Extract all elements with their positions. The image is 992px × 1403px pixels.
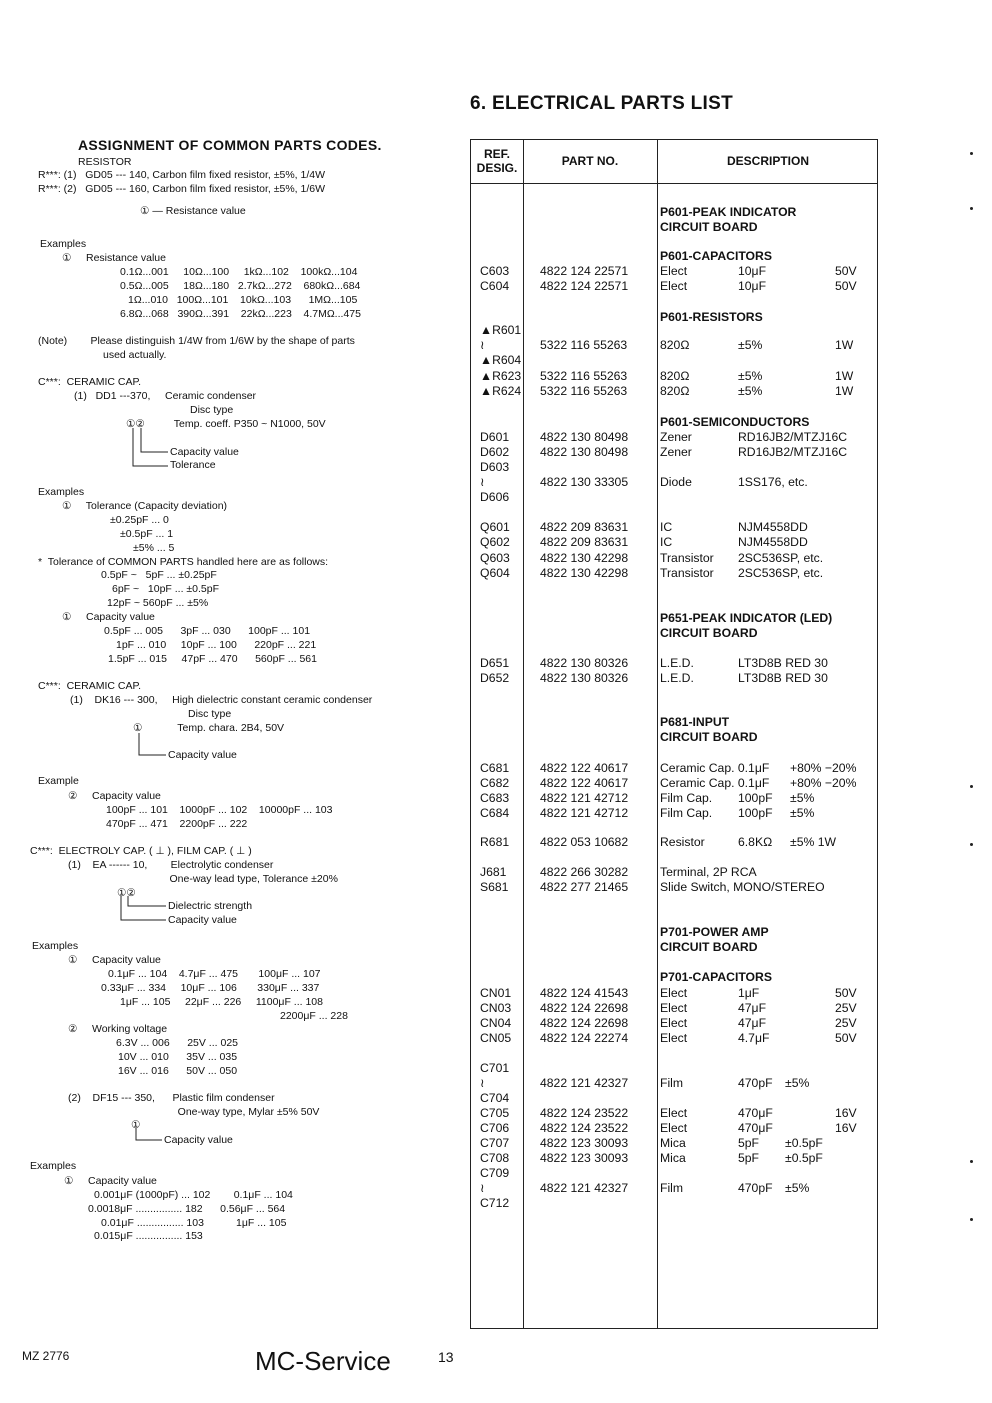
code-line: Disc type <box>188 708 232 720</box>
description-value-cell: 4.7μF <box>738 1031 770 1045</box>
code-line: 1.5pF ... 015 47pF ... 470 560pF ... 561 <box>108 653 317 665</box>
description-value-cell: ±5% <box>738 338 763 352</box>
code-line: (1) DK16 --- 300, High dielectric constant ceramic condenser <box>70 694 373 706</box>
description-rating-cell: 50V <box>835 264 857 278</box>
section-heading: P601-CAPACITORS <box>660 249 772 263</box>
description-value-cell: 470μF <box>738 1106 773 1120</box>
ref-desig-cell: C704 <box>480 1091 510 1105</box>
section-title: 6. ELECTRICAL PARTS LIST <box>470 93 734 114</box>
code-line: ① Tolerance (Capacity deviation) <box>62 500 228 512</box>
code-line: 6.8Ω...068 390Ω...391 22kΩ...223 4.7MΩ...475 <box>120 308 361 320</box>
description-type-cell: 820Ω <box>660 369 690 383</box>
code-line: ±0.25pF ... 0 <box>110 514 169 526</box>
code-line: C***: ELECTROLY CAP. ( ⊥ ), FILM CAP. ( ⊥ ) <box>30 845 252 857</box>
ref-desig-cell: Q601 <box>480 520 510 534</box>
code-line: Disc type <box>190 404 234 416</box>
code-line: Examples <box>40 238 87 250</box>
description-type-cell: Mica <box>660 1151 686 1165</box>
description-type-cell: L.E.D. <box>660 671 694 685</box>
description-value-cell: RD16JB2/MTZJ16C <box>738 445 848 459</box>
section-heading: P601-RESISTORS <box>660 310 763 324</box>
description-value-cell: 5pF <box>738 1151 760 1165</box>
ref-desig-cell: Q602 <box>480 535 510 549</box>
description-type-cell: Terminal, 2P RCA <box>660 865 757 879</box>
code-line: ① Temp. chara. 2B4, 50V <box>133 722 285 734</box>
description-value-cell: 470pF <box>738 1076 773 1090</box>
description-value-cell: 100pF <box>738 806 773 820</box>
description-rating-cell: ±0.5pF <box>785 1136 823 1150</box>
part-number-cell: 4822 123 30093 <box>540 1136 629 1150</box>
code-line: 1Ω...010 100Ω...101 10kΩ...103 1MΩ...105 <box>128 294 358 306</box>
ref-desig-cell: C706 <box>480 1121 510 1135</box>
code-line: C***: CERAMIC CAP. <box>38 680 142 692</box>
description-type-cell: 820Ω <box>660 338 690 352</box>
ref-desig-cell: ▲R601 <box>480 323 522 337</box>
code-line: 100pF ... 101 1000pF ... 102 10000pF ... 103 <box>106 804 333 816</box>
description-value-cell: 10μF <box>738 264 767 278</box>
description-type-cell: Elect <box>660 279 688 293</box>
scan-mark <box>970 207 973 210</box>
code-line: Capacity value <box>170 446 239 458</box>
part-number-cell: 5322 116 55263 <box>540 369 628 383</box>
code-line: ①② <box>117 887 136 899</box>
ref-desig-cell: C712 <box>480 1196 510 1210</box>
description-value-cell: 100pF <box>738 791 773 805</box>
code-line: 0.5pF ~ 5pF ... ±0.25pF <box>101 569 217 581</box>
ref-desig-cell: Q604 <box>480 566 510 580</box>
description-value-cell: 2SC536SP, etc. <box>738 566 824 580</box>
description-type-cell: Ceramic Cap. 0.1μF <box>660 761 770 775</box>
code-line: 6.3V ... 006 25V ... 025 <box>116 1037 238 1049</box>
part-number-cell: 4822 124 22571 <box>540 279 629 293</box>
code-line: used actually. <box>103 349 167 361</box>
ref-desig-cell: D602 <box>480 445 510 459</box>
description-type-cell: Resistor <box>660 835 705 849</box>
part-number-cell: 4822 121 42327 <box>540 1181 629 1195</box>
section-heading: P601-PEAK INDICATOR CIRCUIT BOARD <box>660 205 797 234</box>
code-line: Examples <box>38 486 85 498</box>
scan-mark <box>970 843 973 846</box>
scan-mark <box>970 785 973 788</box>
description-value-cell: 5pF <box>738 1136 760 1150</box>
description-rating-cell: 16V <box>835 1106 857 1120</box>
code-line: One-way lead type, Tolerance ±20% <box>117 873 338 885</box>
description-rating-cell: ±0.5pF <box>785 1151 823 1165</box>
description-type-cell: Transistor <box>660 566 714 580</box>
description-type-cell: Mica <box>660 1136 686 1150</box>
part-number-cell: 4822 130 42298 <box>540 566 629 580</box>
description-rating-cell: ±5% 1W <box>790 835 836 849</box>
code-line: ① Capacity value <box>62 611 155 623</box>
part-number-cell: 4822 123 30093 <box>540 1151 629 1165</box>
description-type-cell: Elect <box>660 1121 688 1135</box>
code-line: Examples <box>30 1160 77 1172</box>
ref-desig-cell: D601 <box>480 430 510 444</box>
code-line: ±0.5pF ... 1 <box>120 528 174 540</box>
description-rating-cell: ±5% <box>790 806 815 820</box>
code-line: Dielectric strength <box>168 900 253 912</box>
ref-desig-cell: CN04 <box>480 1016 512 1030</box>
code-line: ① — Resistance value <box>140 205 246 217</box>
description-value-cell: ±5% <box>738 369 763 383</box>
code-line: 0.1Ω...001 10Ω...100 1kΩ...102 100kΩ...104 <box>120 266 358 278</box>
ref-desig-cell: C683 <box>480 791 510 805</box>
code-line: ① <box>131 1119 141 1131</box>
description-type-cell: Zener <box>660 445 692 459</box>
part-number-cell: 4822 130 42298 <box>540 551 629 565</box>
scan-mark <box>970 1160 973 1163</box>
code-line: Capacity value <box>168 749 237 761</box>
description-rating-cell: 50V <box>835 279 857 293</box>
code-line: ② Capacity value <box>68 790 161 802</box>
code-line: 12pF ~ 560pF ... ±5% <box>107 597 209 609</box>
description-rating-cell: 50V <box>835 986 857 1000</box>
description-type-cell: Elect <box>660 1001 688 1015</box>
description-type-cell: Elect <box>660 1016 688 1030</box>
description-value-cell: 1μF <box>738 986 760 1000</box>
section-heading: P651-PEAK INDICATOR (LED) CIRCUIT BOARD <box>660 611 833 640</box>
code-line: 0.5Ω...005 18Ω...180 2.7kΩ...272 680kΩ...684 <box>120 280 361 292</box>
description-value-cell: LT3D8B RED 30 <box>738 656 828 670</box>
part-number-cell: 4822 209 83631 <box>540 535 629 549</box>
code-line: ±5% ... 5 <box>133 542 175 554</box>
code-line: 0.0018μF ................ 182 0.56μF ... 564 <box>88 1203 286 1215</box>
code-line: Examples <box>32 940 79 952</box>
scan-mark <box>970 152 973 155</box>
description-value-cell: ±5% <box>738 384 763 398</box>
part-number-cell: 4822 122 40617 <box>540 776 629 790</box>
ref-desig-cell: D603 <box>480 460 510 474</box>
ref-desig-cell: C604 <box>480 279 510 293</box>
ref-desig-cell: C684 <box>480 806 510 820</box>
part-number-cell: 4822 124 41543 <box>540 986 629 1000</box>
code-line: Tolerance <box>170 459 216 471</box>
description-type-cell: Film <box>660 1181 684 1195</box>
part-number-cell: 4822 121 42712 <box>540 791 629 805</box>
description-rating-cell: 1W <box>835 338 854 352</box>
part-number-cell: 4822 130 80498 <box>540 445 629 459</box>
code-line: 2200μF ... 228 <box>280 1010 348 1022</box>
part-number-cell: 4822 124 22274 <box>540 1031 629 1045</box>
code-line: 1pF ... 010 10pF ... 100 220pF ... 221 <box>116 639 317 651</box>
description-rating-cell: 25V <box>835 1016 857 1030</box>
description-type-cell: Ceramic Cap. 0.1μF <box>660 776 770 790</box>
description-type-cell: Elect <box>660 986 688 1000</box>
part-number-cell: 4822 209 83631 <box>540 520 629 534</box>
code-line: ① Capacity value <box>64 1175 157 1187</box>
ref-desig-cell: Q603 <box>480 551 510 565</box>
description-type-cell: Elect <box>660 1106 688 1120</box>
ref-desig-cell: D651 <box>480 656 510 670</box>
part-number-cell: 4822 121 42327 <box>540 1076 629 1090</box>
section-heading: P701-POWER AMP CIRCUIT BOARD <box>660 925 769 954</box>
code-line: 0.001μF (1000pF) ... 102 0.1μF ... 104 <box>94 1189 293 1201</box>
part-number-cell: 4822 130 33305 <box>540 475 629 489</box>
section-heading: P701-CAPACITORS <box>660 970 772 984</box>
part-number-cell: 4822 130 80498 <box>540 430 629 444</box>
ref-desig-cell: C682 <box>480 776 510 790</box>
code-line: One-way type, Mylar ±5% 50V <box>131 1106 320 1118</box>
ref-desig-cell: ≀ <box>480 1076 485 1090</box>
code-line: 0.33μF ... 334 10μF ... 106 330μF ... 337 <box>101 982 320 994</box>
code-line: 470pF ... 471 2200pF ... 222 <box>106 818 248 830</box>
part-number-cell: 4822 266 30282 <box>540 865 629 879</box>
ref-desig-cell: C681 <box>480 761 510 775</box>
code-line: 16V ... 016 50V ... 050 <box>118 1065 238 1077</box>
part-number-cell: 5322 116 55263 <box>540 338 628 352</box>
ref-desig-cell: C708 <box>480 1151 510 1165</box>
ref-desig-cell: C603 <box>480 264 510 278</box>
ref-desig-cell: C701 <box>480 1061 510 1075</box>
description-rating-cell: 1W <box>835 384 854 398</box>
part-number-cell: 4822 124 23522 <box>540 1106 629 1120</box>
description-value-cell: 1SS176, etc. <box>738 475 808 489</box>
ref-desig-cell: CN05 <box>480 1031 512 1045</box>
description-type-cell: 820Ω <box>660 384 690 398</box>
description-value-cell: 10μF <box>738 279 767 293</box>
description-type-cell: Slide Switch, MONO/STEREO <box>660 880 825 894</box>
code-line: (Note) Please distinguish 1/4W from 1/6W by the shape of parts <box>38 335 355 347</box>
code-line: R***: (2) GD05 --- 160, Carbon film fixed resistor, ±5%, 1/6W <box>38 183 326 195</box>
description-rating-cell: 1W <box>835 369 854 383</box>
ref-desig-cell: S681 <box>480 880 509 894</box>
part-number-cell: 4822 053 10682 <box>540 835 629 849</box>
description-rating-cell: 25V <box>835 1001 857 1015</box>
ref-desig-cell: ≀ <box>480 1181 485 1195</box>
footer-page-number: 13 <box>438 1349 454 1365</box>
code-line: Capacity value <box>168 914 237 926</box>
description-type-cell: Elect <box>660 1031 688 1045</box>
section-heading: P601-SEMICONDUCTORS <box>660 415 810 429</box>
footer-brand: MC-Service <box>255 1346 391 1376</box>
ref-desig-cell: D652 <box>480 671 510 685</box>
ref-desig-cell: C705 <box>480 1106 510 1120</box>
code-line: ① Capacity value <box>68 954 161 966</box>
code-line: (1) EA ------ 10, Electrolytic condenser <box>68 859 274 871</box>
description-value-cell: +80% −20% <box>790 761 857 775</box>
part-number-cell: 4822 124 22698 <box>540 1016 629 1030</box>
section-heading: P681-INPUT CIRCUIT BOARD <box>660 715 758 744</box>
ref-desig-cell: C709 <box>480 1166 510 1180</box>
ref-desig-cell: ≀ <box>480 475 485 489</box>
description-rating-cell: ±5% <box>785 1181 810 1195</box>
ref-desig-cell: ▲R604 <box>480 353 522 367</box>
part-number-cell: 4822 124 23522 <box>540 1121 629 1135</box>
description-rating-cell: ±5% <box>790 791 815 805</box>
code-line: 0.015μF ................ 153 <box>94 1230 203 1242</box>
header-description: DESCRIPTION <box>726 154 809 168</box>
code-line: Capacity value <box>164 1134 233 1146</box>
description-type-cell: IC <box>660 520 673 534</box>
ref-desig-cell: ≀ <box>480 338 485 352</box>
part-number-cell: 4822 124 22571 <box>540 264 629 278</box>
description-value-cell: 47μF <box>738 1001 767 1015</box>
part-number-cell: 4822 121 42712 <box>540 806 629 820</box>
code-line: C***: CERAMIC CAP. <box>38 376 142 388</box>
code-line: 0.01μF ................ 103 1μF ... 105 <box>101 1217 287 1229</box>
description-type-cell: IC <box>660 535 673 549</box>
assignment-heading: ASSIGNMENT OF COMMON PARTS CODES. <box>78 137 382 153</box>
description-type-cell: Elect <box>660 264 688 278</box>
ref-desig-cell: ▲R623 <box>480 369 522 383</box>
part-number-cell: 4822 130 80326 <box>540 671 629 685</box>
code-line: ① Resistance value <box>62 252 166 264</box>
description-value-cell: 6.8KΩ <box>738 835 773 849</box>
code-line: 10V ... 010 35V ... 035 <box>118 1051 238 1063</box>
description-rating-cell: ±5% <box>785 1076 810 1090</box>
description-type-cell: Transistor <box>660 551 714 565</box>
part-number-cell: 4822 277 21465 <box>540 880 629 894</box>
header-part-no: PART NO. <box>561 154 619 168</box>
part-number-cell: 4822 124 22698 <box>540 1001 629 1015</box>
ref-desig-cell: J681 <box>480 865 507 879</box>
code-line: 6pF ~ 10pF ... ±0.5pF <box>112 583 220 595</box>
ref-desig-cell: C707 <box>480 1136 510 1150</box>
ref-desig-cell: R681 <box>480 835 510 849</box>
description-value-cell: LT3D8B RED 30 <box>738 671 828 685</box>
code-line: 0.5pF ... 005 3pF ... 030 100pF ... 101 <box>104 625 311 637</box>
description-value-cell: NJM4558DD <box>738 535 808 549</box>
code-line: * Tolerance of COMMON PARTS handled here are as follows: <box>38 556 329 568</box>
description-type-cell: Film <box>660 1076 684 1090</box>
code-line: (2) DF15 --- 350, Plastic film condenser <box>68 1092 275 1104</box>
description-type-cell: Film Cap. <box>660 806 713 820</box>
code-line: ② Working voltage <box>68 1023 168 1035</box>
description-value-cell: RD16JB2/MTZJ16C <box>738 430 848 444</box>
code-line: Example <box>38 775 79 787</box>
ref-desig-cell: CN03 <box>480 1001 512 1015</box>
code-line: 1μF ... 105 22μF ... 226 1100μF ... 108 <box>120 996 323 1008</box>
description-value-cell: 470pF <box>738 1181 773 1195</box>
part-number-cell: 5322 116 55263 <box>540 384 628 398</box>
description-value-cell: 470μF <box>738 1121 773 1135</box>
description-value-cell: 47μF <box>738 1016 767 1030</box>
ref-desig-cell: ▲R624 <box>480 384 522 398</box>
code-line: ①② Temp. coeff. P350 ~ N1000, 50V <box>126 418 326 430</box>
header-ref-desig: REF. DESIG. <box>476 147 518 175</box>
description-type-cell: Diode <box>660 475 692 489</box>
description-type-cell: Zener <box>660 430 692 444</box>
code-line: RESISTOR <box>78 156 132 168</box>
description-value-cell: 2SC536SP, etc. <box>738 551 824 565</box>
part-number-cell: 4822 130 80326 <box>540 656 629 670</box>
description-value-cell: +80% −20% <box>790 776 857 790</box>
description-type-cell: L.E.D. <box>660 656 694 670</box>
description-rating-cell: 16V <box>835 1121 857 1135</box>
description-rating-cell: 50V <box>835 1031 857 1045</box>
description-type-cell: Film Cap. <box>660 791 713 805</box>
ref-desig-cell: CN01 <box>480 986 512 1000</box>
footer-model: MZ 2776 <box>22 1349 70 1363</box>
ref-desig-cell: D606 <box>480 490 510 504</box>
code-line: 0.1μF ... 104 4.7μF ... 475 100μF ... 107 <box>108 968 321 980</box>
code-line: (1) DD1 ---370, Ceramic condenser <box>74 390 257 402</box>
scan-mark <box>970 1218 973 1221</box>
code-line: R***: (1) GD05 --- 140, Carbon film fixed resistor, ±5%, 1/4W <box>38 169 326 181</box>
part-number-cell: 4822 122 40617 <box>540 761 629 775</box>
description-value-cell: NJM4558DD <box>738 520 808 534</box>
